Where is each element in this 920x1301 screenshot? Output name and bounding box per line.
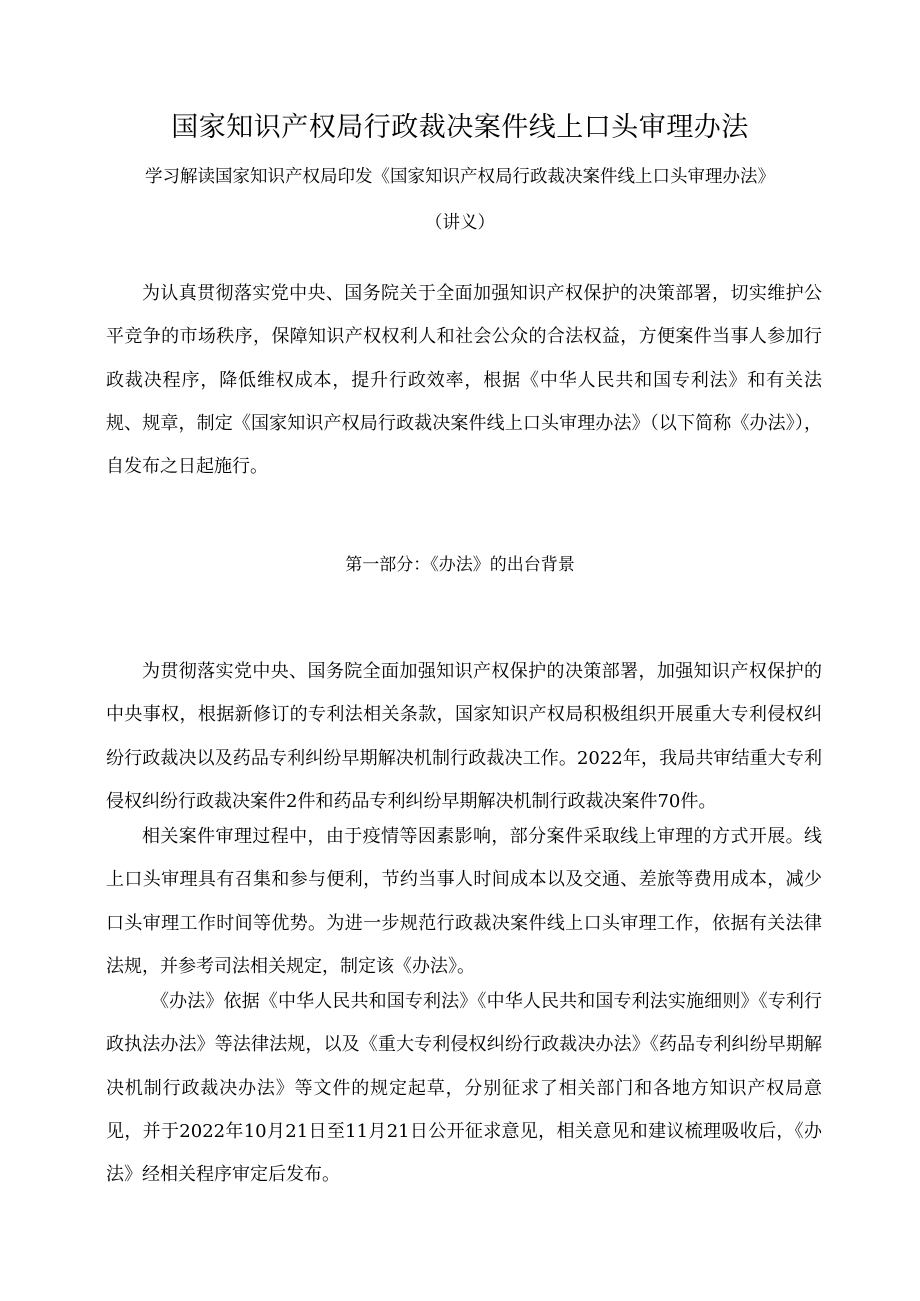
body-paragraph-2: 相关案件审理过程中，由于疫情等因素影响，部分案件采取线上审理的方式开展。线上口头审理具有召集和参与便利，节约当事人时间成本以及交通、差旅等费用成本，减少口头审理工作时间等优势。为进一步规范行政裁决案件线上口头审理工作，依据有关法律法规，并参考司法相关规定，制定该《办法》。 [106, 826, 822, 977]
document-subtitle: 学习解读国家知识产权局印发《国家知识产权局行政裁决案件线上口头审理办法》 [145, 167, 775, 187]
body-paragraph-1: 为贯彻落实党中央、国务院全面加强知识产权保护的决策部署，加强知识产权保护的中央事权，根据新修订的专利法相关条款，国家知识产权局积极组织开展重大专利侵权纠纷行政裁决以及药品专利纠纷早期解决机制行政裁决工作。2022年，我局共审结重大专利侵权纠纷行政裁决案件2件和药品专利纠纷早期解决机制行政裁决案件70件。 [106, 661, 822, 812]
intro-paragraph: 为认真贯彻落实党中央、国务院关于全面加强知识产权保护的决策部署，切实维护公平竞争的市场秩序，保障知识产权权利人和社会公众的合法权益，方便案件当事人参加行政裁决程序，降低维权成本，提升行政效率，根据《中华人民共和国专利法》和有关法规、规章，制定《国家知识产权局行政裁决案件线上口头审理办法》（以下简称《办法》），自发布之日起施行。 [106, 283, 822, 478]
document-title: 国家知识产权局行政裁决案件线上口头审理办法 [171, 112, 749, 143]
lecture-note-label: （讲义） [425, 213, 495, 233]
section-heading: 第一部分：《办法》的出台背景 [345, 555, 575, 575]
body-paragraph-3: 《办法》依据《中华人民共和国专利法》《中华人民共和国专利法实施细则》《专利行政执法办法》等法律法规，以及《重大专利侵权纠纷行政裁决办法》《药品专利纠纷早期解决机制行政裁决办法》等文件的规定起草，分别征求了相关部门和各地方知识产权局意见，并于2022年10月21日至11月21日公开征求意见，相关意见和建议梳理吸收后，《办法》经相关程序审定后发布。 [106, 991, 822, 1186]
